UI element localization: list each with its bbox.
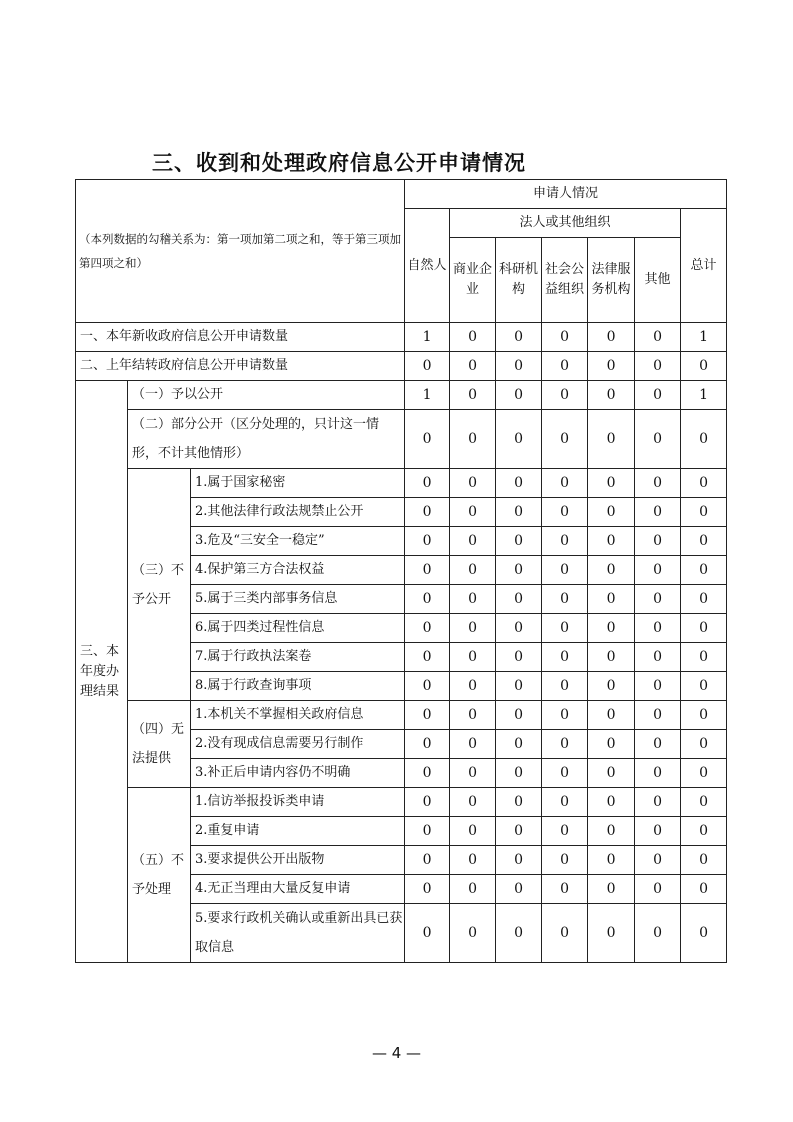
value-cell: 0 — [681, 846, 727, 875]
table-row — [76, 469, 727, 498]
value-cell: 0 — [450, 817, 496, 846]
value-cell: 0 — [588, 614, 635, 643]
value-cell: 0 — [496, 381, 542, 410]
value-cell: 0 — [450, 730, 496, 759]
value-cell: 0 — [405, 788, 450, 817]
value-cell: 0 — [496, 759, 542, 788]
value-cell: 0 — [681, 585, 727, 614]
value-cell: 0 — [635, 730, 681, 759]
table-row — [76, 410, 727, 469]
org-type-header: 法律服务机构 — [588, 238, 635, 323]
value-cell: 0 — [635, 323, 681, 352]
value-cell: 0 — [405, 701, 450, 730]
value-cell: 0 — [635, 614, 681, 643]
value-cell: 0 — [496, 788, 542, 817]
table-note: （本列数据的勾稽关系为：第一项加第二项之和，等于第三项加第四项之和） — [76, 180, 405, 323]
org-type-header: 商业企业 — [450, 238, 496, 323]
value-cell: 0 — [681, 759, 727, 788]
value-cell: 0 — [588, 527, 635, 556]
category-label: （五）不予处理 — [128, 788, 191, 963]
row-label: 6.属于四类过程性信息 — [191, 614, 405, 643]
value-cell: 0 — [681, 614, 727, 643]
value-cell: 0 — [496, 410, 542, 469]
row-label: （二）部分公开（区分处理的，只计这一情形，不计其他情形） — [128, 410, 405, 469]
row-label: （一）予以公开 — [128, 381, 405, 410]
value-cell: 0 — [496, 672, 542, 701]
value-cell: 0 — [635, 672, 681, 701]
value-cell: 0 — [450, 556, 496, 585]
value-cell: 0 — [450, 381, 496, 410]
value-cell: 0 — [542, 672, 588, 701]
value-cell: 0 — [635, 585, 681, 614]
value-cell: 0 — [635, 788, 681, 817]
value-cell: 0 — [405, 875, 450, 904]
value-cell: 0 — [588, 556, 635, 585]
org-type-header: 科研机构 — [496, 238, 542, 323]
value-cell: 0 — [496, 323, 542, 352]
value-cell: 0 — [542, 323, 588, 352]
value-cell: 0 — [496, 352, 542, 381]
category-label: （四）无法提供 — [128, 701, 191, 788]
value-cell: 0 — [588, 352, 635, 381]
value-cell: 0 — [588, 672, 635, 701]
row-label: 5.要求行政机关确认或重新出具已获取信息 — [191, 904, 405, 963]
value-cell: 0 — [542, 788, 588, 817]
value-cell: 0 — [405, 817, 450, 846]
org-type-header: 其他 — [635, 238, 681, 323]
value-cell: 1 — [405, 381, 450, 410]
row-label: 1.信访举报投诉类申请 — [191, 788, 405, 817]
value-cell: 0 — [542, 730, 588, 759]
value-cell: 0 — [681, 643, 727, 672]
value-cell: 0 — [542, 643, 588, 672]
value-cell: 0 — [405, 498, 450, 527]
value-cell: 0 — [681, 556, 727, 585]
row-label: 3.补正后申请内容仍不明确 — [191, 759, 405, 788]
row-label: 2.重复申请 — [191, 817, 405, 846]
value-cell: 0 — [542, 410, 588, 469]
category-label: （三）不予公开 — [128, 469, 191, 701]
value-cell: 0 — [681, 904, 727, 963]
value-cell: 0 — [542, 817, 588, 846]
value-cell: 0 — [450, 846, 496, 875]
applicant-header: 申请人情况 — [405, 180, 727, 209]
value-cell: 0 — [542, 381, 588, 410]
row-label: 5.属于三类内部事务信息 — [191, 585, 405, 614]
value-cell: 0 — [450, 875, 496, 904]
org-type-header: 社会公益组织 — [542, 238, 588, 323]
value-cell: 0 — [405, 469, 450, 498]
value-cell: 0 — [450, 614, 496, 643]
value-cell: 1 — [681, 381, 727, 410]
value-cell: 0 — [681, 527, 727, 556]
value-cell: 0 — [405, 904, 450, 963]
value-cell: 0 — [681, 672, 727, 701]
value-cell: 0 — [588, 730, 635, 759]
value-cell: 0 — [635, 875, 681, 904]
value-cell: 0 — [542, 701, 588, 730]
value-cell: 0 — [635, 352, 681, 381]
row-label: 8.属于行政查询事项 — [191, 672, 405, 701]
value-cell: 0 — [681, 410, 727, 469]
value-cell: 0 — [588, 904, 635, 963]
value-cell: 0 — [588, 701, 635, 730]
value-cell: 0 — [681, 817, 727, 846]
value-cell: 0 — [635, 498, 681, 527]
value-cell: 0 — [496, 498, 542, 527]
value-cell: 0 — [405, 672, 450, 701]
row-label: 一、本年新收政府信息公开申请数量 — [76, 323, 405, 352]
value-cell: 0 — [681, 352, 727, 381]
value-cell: 0 — [450, 643, 496, 672]
value-cell: 0 — [635, 556, 681, 585]
value-cell: 0 — [450, 904, 496, 963]
value-cell: 0 — [588, 585, 635, 614]
value-cell: 0 — [450, 585, 496, 614]
value-cell: 0 — [496, 875, 542, 904]
value-cell: 0 — [588, 469, 635, 498]
value-cell: 0 — [681, 788, 727, 817]
row-label: 3.要求提供公开出版物 — [191, 846, 405, 875]
section-title: 三、收到和处理政府信息公开申请情况 — [152, 151, 526, 175]
row-label: 3.危及“三安全一稳定” — [191, 527, 405, 556]
value-cell: 0 — [542, 469, 588, 498]
value-cell: 0 — [635, 701, 681, 730]
results-group-label: 三、本年度办理结果 — [76, 381, 128, 963]
value-cell: 0 — [635, 817, 681, 846]
value-cell: 0 — [681, 875, 727, 904]
value-cell: 0 — [588, 410, 635, 469]
value-cell: 0 — [542, 585, 588, 614]
value-cell: 0 — [635, 904, 681, 963]
value-cell: 0 — [450, 672, 496, 701]
value-cell: 0 — [542, 527, 588, 556]
row-label: 4.保护第三方合法权益 — [191, 556, 405, 585]
value-cell: 0 — [496, 701, 542, 730]
value-cell: 0 — [635, 643, 681, 672]
table-row — [76, 381, 727, 410]
row-label: 2.其他法律行政法规禁止公开 — [191, 498, 405, 527]
value-cell: 1 — [681, 323, 727, 352]
value-cell: 0 — [405, 730, 450, 759]
value-cell: 0 — [496, 643, 542, 672]
value-cell: 0 — [588, 323, 635, 352]
value-cell: 0 — [450, 759, 496, 788]
value-cell: 0 — [681, 469, 727, 498]
value-cell: 0 — [450, 410, 496, 469]
value-cell: 0 — [588, 381, 635, 410]
value-cell: 0 — [588, 846, 635, 875]
value-cell: 0 — [588, 817, 635, 846]
value-cell: 0 — [405, 846, 450, 875]
disclosure-statistics-table — [75, 179, 727, 963]
value-cell: 0 — [496, 730, 542, 759]
value-cell: 0 — [405, 556, 450, 585]
value-cell: 1 — [405, 323, 450, 352]
value-cell: 0 — [496, 817, 542, 846]
value-cell: 0 — [496, 469, 542, 498]
value-cell: 0 — [542, 498, 588, 527]
value-cell: 0 — [405, 585, 450, 614]
value-cell: 0 — [588, 759, 635, 788]
value-cell: 0 — [635, 759, 681, 788]
value-cell: 0 — [588, 643, 635, 672]
value-cell: 0 — [450, 527, 496, 556]
value-cell: 0 — [405, 527, 450, 556]
value-cell: 0 — [588, 788, 635, 817]
value-cell: 0 — [450, 352, 496, 381]
value-cell: 0 — [450, 701, 496, 730]
value-cell: 0 — [635, 527, 681, 556]
value-cell: 0 — [542, 875, 588, 904]
row-label: 7.属于行政执法案卷 — [191, 643, 405, 672]
value-cell: 0 — [681, 701, 727, 730]
table-row — [76, 352, 727, 381]
value-cell: 0 — [496, 556, 542, 585]
page-number: — 4 — — [371, 1044, 422, 1062]
value-cell: 0 — [588, 875, 635, 904]
value-cell: 0 — [405, 352, 450, 381]
value-cell: 0 — [635, 469, 681, 498]
legal-org-header: 法人或其他组织 — [450, 209, 681, 238]
value-cell: 0 — [496, 846, 542, 875]
row-label: 1.属于国家秘密 — [191, 469, 405, 498]
natural-person-header: 自然人 — [405, 209, 450, 323]
value-cell: 0 — [496, 904, 542, 963]
value-cell: 0 — [588, 498, 635, 527]
value-cell: 0 — [681, 730, 727, 759]
value-cell: 0 — [496, 585, 542, 614]
value-cell: 0 — [542, 556, 588, 585]
value-cell: 0 — [496, 614, 542, 643]
value-cell: 0 — [635, 410, 681, 469]
value-cell: 0 — [542, 614, 588, 643]
value-cell: 0 — [542, 759, 588, 788]
value-cell: 0 — [405, 643, 450, 672]
value-cell: 0 — [635, 846, 681, 875]
table-row — [76, 323, 727, 352]
value-cell: 0 — [450, 788, 496, 817]
value-cell: 0 — [635, 381, 681, 410]
row-label: 2.没有现成信息需要另行制作 — [191, 730, 405, 759]
value-cell: 0 — [405, 614, 450, 643]
value-cell: 0 — [450, 469, 496, 498]
value-cell: 0 — [450, 323, 496, 352]
value-cell: 0 — [405, 759, 450, 788]
row-label: 1.本机关不掌握相关政府信息 — [191, 701, 405, 730]
value-cell: 0 — [542, 904, 588, 963]
table-row — [76, 788, 727, 817]
row-label: 二、上年结转政府信息公开申请数量 — [76, 352, 405, 381]
value-cell: 0 — [542, 352, 588, 381]
table-row — [76, 701, 727, 730]
value-cell: 0 — [450, 498, 496, 527]
value-cell: 0 — [542, 846, 588, 875]
total-header: 总计 — [681, 209, 727, 323]
row-label: 4.无正当理由大量反复申请 — [191, 875, 405, 904]
value-cell: 0 — [681, 498, 727, 527]
value-cell: 0 — [496, 527, 542, 556]
value-cell: 0 — [405, 410, 450, 469]
